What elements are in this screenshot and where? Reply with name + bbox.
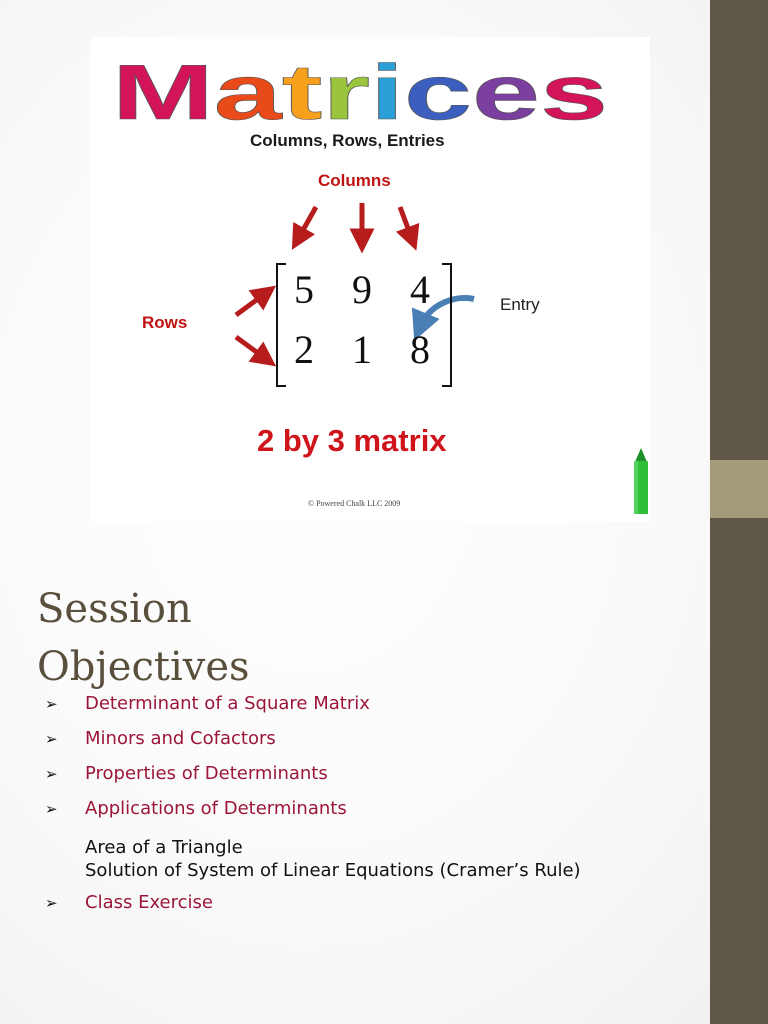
list-item-label: Minors and Cofactors — [85, 728, 276, 749]
title-letter: r — [322, 51, 353, 131]
column-arrow-right — [400, 207, 412, 239]
list-item — [45, 756, 695, 791]
list-item-label: Applications of Determinants — [85, 798, 347, 819]
objectives-list — [45, 686, 695, 920]
matrix-entry: 8 — [410, 327, 430, 372]
sub-item: Solution of System of Linear Equations (Cramer’s Rule) — [85, 860, 581, 881]
list-item — [45, 791, 695, 826]
arrow-bullet-icon: ➢ — [45, 694, 58, 713]
list-item — [45, 885, 695, 920]
arrow-bullet-icon: ➢ — [45, 893, 58, 912]
matrix-entry: 2 — [294, 327, 314, 372]
title-letter: t — [281, 51, 308, 131]
list-item-label: Determinant of a Square Matrix — [85, 693, 370, 714]
row-arrow-bottom — [236, 337, 266, 359]
column-arrow-left — [298, 207, 316, 239]
rows-label: Rows — [142, 313, 188, 332]
matrix-entry: 1 — [352, 327, 372, 372]
subtitle: Columns, Rows, Entries — [250, 131, 445, 150]
list-item — [45, 686, 695, 721]
arrow-bullet-icon: ➢ — [45, 729, 58, 748]
matrix-entry: 5 — [294, 267, 314, 312]
title-letter: a — [213, 51, 258, 131]
matrix-entry: 4 — [410, 267, 430, 312]
copyright-notice: © Powered Chalk LLC 2009 — [308, 499, 401, 508]
title-letter: i — [370, 51, 392, 131]
title-letter: s — [540, 51, 584, 131]
matrices-illustration — [90, 37, 650, 522]
list-item — [45, 721, 695, 756]
sub-item: Area of a Triangle — [85, 837, 243, 858]
arrow-bullet-icon: ➢ — [45, 799, 58, 818]
title-letter: e — [472, 51, 516, 131]
columns-label: Columns — [318, 171, 391, 190]
entry-label: Entry — [500, 295, 540, 314]
matrix-right-bracket — [442, 263, 452, 387]
row-arrow-top — [236, 293, 266, 315]
matrix-caption: 2 by 3 matrix — [257, 423, 447, 458]
list-item-label: Properties of Determinants — [85, 763, 328, 784]
sub-list — [45, 836, 695, 882]
list-item-label: Class Exercise — [85, 892, 213, 913]
title-letter: M — [112, 51, 177, 131]
sidebar-accent-block — [710, 460, 768, 518]
matrix-entry: 9 — [352, 267, 372, 312]
green-crayon-icon — [632, 448, 650, 514]
matrix-2x3 — [276, 257, 452, 389]
title-letter: c — [404, 51, 448, 131]
page-title: Session Objectives — [37, 586, 250, 690]
arrow-bullet-icon: ➢ — [45, 764, 58, 783]
